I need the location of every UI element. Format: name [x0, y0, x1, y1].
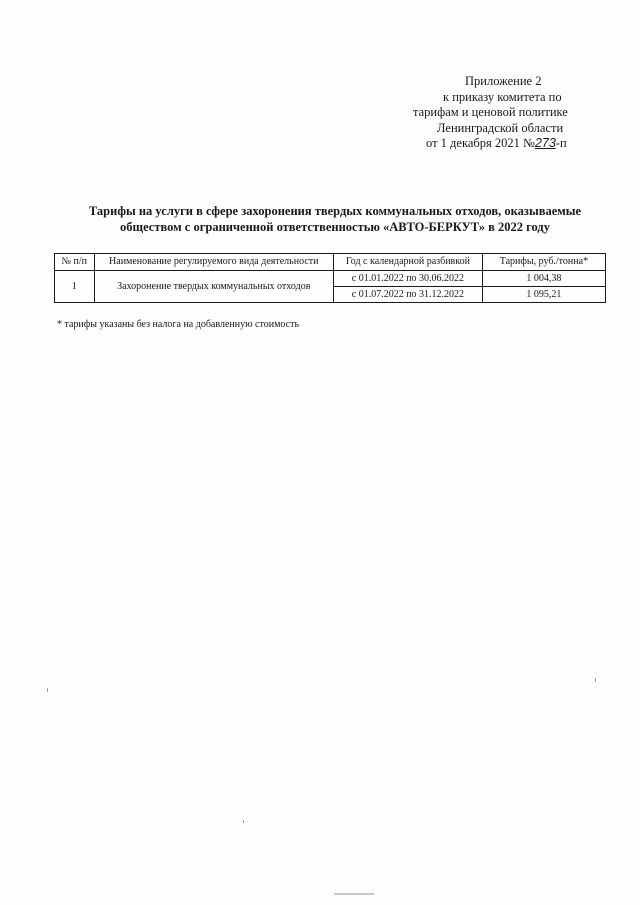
appendix-line-5	[405, 136, 585, 152]
header-period: Год с календарной разбивкой	[334, 254, 483, 271]
cell-tariff-2: 1 095,21	[482, 287, 605, 303]
header-number: № п/п	[55, 254, 95, 271]
order-suffix: -п	[555, 136, 567, 150]
order-date: от 1 декабря 2021 №	[426, 136, 535, 150]
appendix-line-1: Приложение 2	[465, 74, 542, 88]
appendix-line-2: к приказу комитета по	[443, 89, 562, 104]
tariff-table	[54, 253, 606, 303]
appendix-line-3: тарифам и ценовой политике	[413, 105, 568, 119]
scan-speck	[595, 678, 596, 682]
scan-speck	[243, 820, 244, 823]
scan-speck	[334, 893, 374, 895]
title-line-2: обществом с ограниченной ответственностью «АВТО-БЕРКУТ» в 2022 году	[120, 220, 550, 234]
cell-period-1: с 01.01.2022 по 30.06.2022	[334, 271, 483, 287]
order-number: 273	[534, 136, 556, 150]
appendix-header	[405, 74, 585, 152]
table-row	[55, 271, 606, 287]
cell-activity: Захоронение твердых коммунальных отходов	[94, 271, 333, 303]
appendix-line-4: Ленинградской области	[437, 120, 564, 135]
footnote: * тарифы указаны без налога на добавленную стоимость	[57, 319, 300, 330]
scan-speck	[47, 688, 48, 692]
cell-period-2: с 01.07.2022 по 31.12.2022	[334, 287, 483, 303]
header-activity: Наименование регулируемого вида деятельности	[94, 254, 333, 271]
table-header-row	[55, 254, 606, 271]
document-title	[40, 203, 630, 235]
cell-tariff-1: 1 004,38	[482, 271, 605, 287]
cell-number: 1	[55, 271, 95, 303]
title-line-1: Тарифы на услуги в сфере захоронения твердых коммунальных отходов, оказываемые	[88, 204, 582, 218]
header-tariff: Тарифы, руб./тонна*	[482, 254, 605, 271]
